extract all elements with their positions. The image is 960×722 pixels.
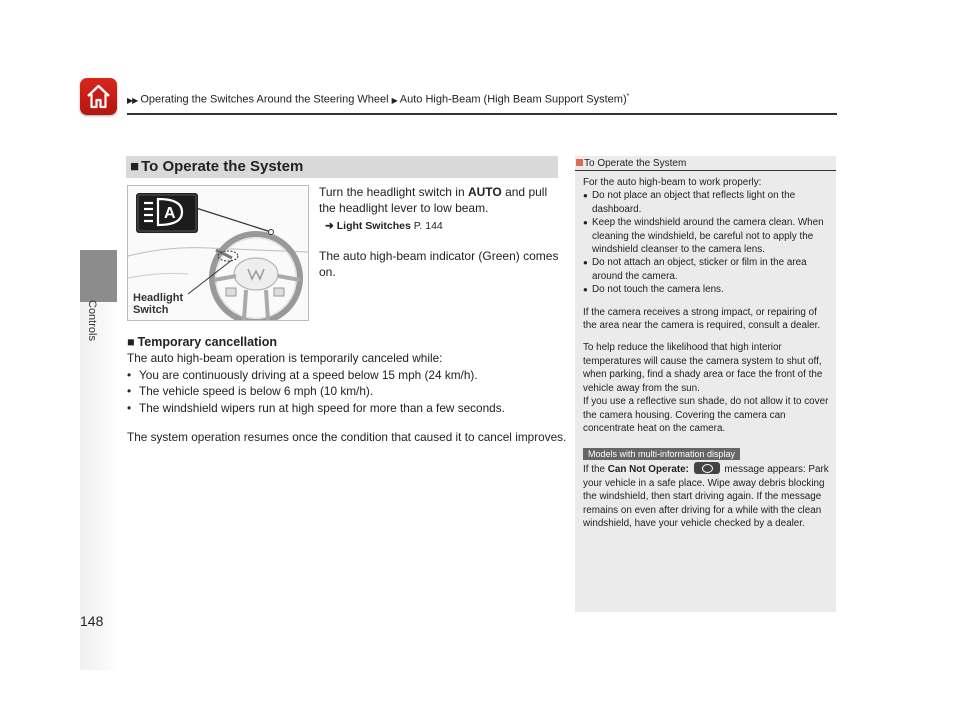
section-header bbox=[126, 156, 558, 178]
figure-callout-label bbox=[133, 292, 183, 316]
note-intro: For the auto high-beam to work properly: bbox=[583, 177, 762, 188]
resume-text: The system operation resumes once the condition that caused it to cancel improves. bbox=[127, 430, 567, 444]
note-paragraph: To help reduce the likelihood that high interior temperatures will cause the camera system to shut off, when parking, find a shady area or face the front of the vehicle away from the sun. bbox=[583, 342, 823, 394]
note-list bbox=[583, 189, 833, 296]
figure-label-line: Headlight bbox=[133, 292, 184, 304]
figure-label-line: Switch bbox=[133, 304, 169, 316]
list-item: • The vehicle speed is below 6 mph (10 km/h). bbox=[127, 383, 567, 400]
list-item: ● Do not touch the camera lens. bbox=[583, 283, 833, 296]
page-number: 148 bbox=[80, 613, 104, 629]
section-title-text: To Operate the System bbox=[141, 158, 304, 175]
breadcrumb bbox=[127, 93, 629, 106]
indicator-paragraph: The auto high-beam indicator (Green) comes on. bbox=[319, 249, 559, 279]
reference-page: P. 144 bbox=[413, 220, 443, 232]
section-title: ■ To Operate the System bbox=[130, 158, 304, 175]
chapter-tab-label: Controls bbox=[86, 300, 98, 341]
instruction-paragraph: Turn the headlight switch in AUTO and pull the headlight lever to low beam. bbox=[319, 185, 548, 215]
instruction-text bbox=[319, 184, 559, 280]
list-item: • The windshield wipers run at high speed for more than a few seconds. bbox=[127, 400, 567, 417]
header-divider bbox=[127, 113, 837, 115]
reference-arrow-icon: ➜ bbox=[325, 220, 334, 232]
cross-reference[interactable] bbox=[319, 217, 559, 234]
breadcrumb-item[interactable]: Auto High-Beam (High Beam Support System) bbox=[399, 93, 627, 106]
temporary-cancellation-text bbox=[127, 350, 567, 416]
note-paragraph: If you use a reflective sun shade, do not allow it to cover the camera housing. Covering the camera can concentrate heat on the camera. bbox=[583, 396, 829, 434]
subsection-heading: ■ Temporary cancellation bbox=[127, 335, 277, 349]
home-button[interactable] bbox=[80, 78, 117, 115]
reference-link[interactable]: Light Switches bbox=[336, 220, 411, 232]
note-title: To Operate the System bbox=[584, 158, 687, 169]
list-item: ● Do not place an object that reflects light on the dashboard. bbox=[583, 189, 833, 216]
breadcrumb-item[interactable]: Operating the Switches Around the Steering Wheel bbox=[140, 93, 389, 106]
note-body bbox=[583, 176, 833, 539]
chapter-tab-marker bbox=[80, 250, 117, 302]
list-item: ● Do not attach an object, sticker or film in the area around the camera. bbox=[583, 256, 833, 283]
breadcrumb-asterisk: * bbox=[626, 93, 630, 100]
list-item: ● Keep the windshield around the camera clean. When cleaning the windshield, be careful not to apply the windshield cleanser to the camera lens. bbox=[583, 216, 833, 256]
note-paragraph: If the camera receives a strong impact, or repairing of the area near the camera is required, consult a dealer. bbox=[583, 306, 821, 332]
cancellation-list bbox=[127, 367, 567, 417]
models-badge: Models with multi-information display bbox=[583, 448, 740, 460]
camera-warning-icon bbox=[694, 462, 720, 474]
svg-text:A: A bbox=[164, 205, 176, 222]
note-paragraph: If the Can Not Operate: message appears: Park your vehicle in a safe place. Wipe away debris blocking the windshield, then start driving again. If the message remains on even after driving for a while with the clean windshield, have your vehicle checked by a dealer. bbox=[583, 464, 829, 529]
breadcrumb-arrow-icon: ▶▶ bbox=[127, 95, 138, 105]
breadcrumb-arrow-icon: ▶ bbox=[391, 95, 397, 105]
note-icon bbox=[576, 159, 583, 166]
list-item: • You are continuously driving at a speed below 15 mph (24 km/h). bbox=[127, 367, 567, 384]
home-icon bbox=[85, 83, 112, 110]
note-divider bbox=[575, 170, 836, 171]
chapter-tab[interactable] bbox=[70, 300, 110, 370]
cancellation-intro: The auto high-beam operation is temporarily canceled while: bbox=[127, 351, 443, 365]
